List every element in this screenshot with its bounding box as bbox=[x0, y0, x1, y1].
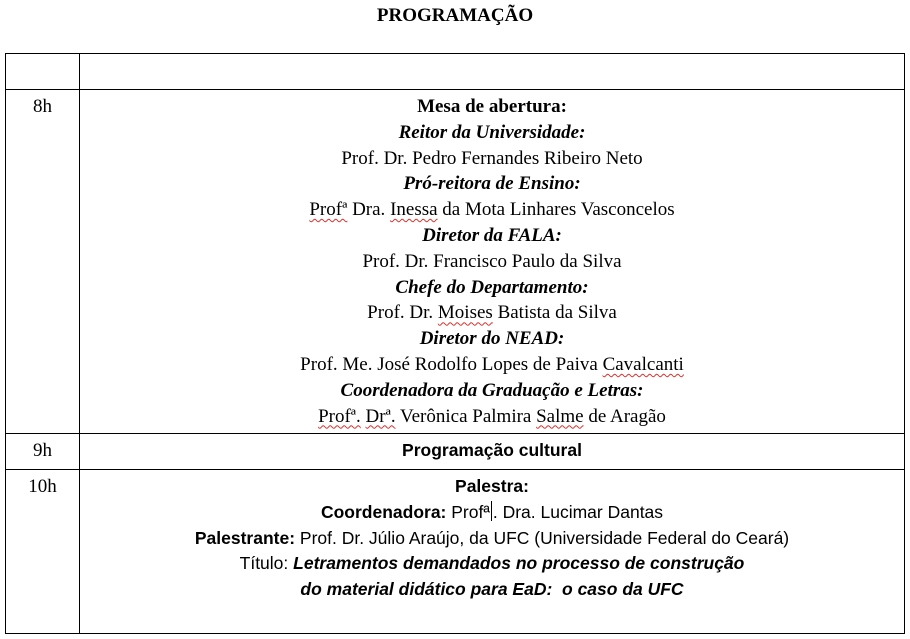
coordenadora-line bbox=[80, 500, 904, 526]
name-part: de Aragão bbox=[583, 405, 666, 427]
name-part: Prof. Me. José Rodolfo Lopes de Paiva bbox=[300, 353, 603, 375]
titulo-continuation: do material didático para EaD: o caso da UFC bbox=[300, 579, 684, 600]
coordenadora-label: Coordenadora: bbox=[320, 501, 447, 522]
coordenadora-name: . Dra. Lucimar Dantas bbox=[492, 501, 664, 522]
role-label: Diretor da FALA: bbox=[422, 224, 562, 246]
time-cell[interactable]: 10h bbox=[6, 470, 80, 634]
spellcheck-flagged-word[interactable]: Profª bbox=[309, 199, 348, 221]
table-row bbox=[6, 434, 905, 470]
person-name bbox=[80, 404, 904, 430]
name-part: Verônica Palmira bbox=[395, 405, 537, 427]
titulo-text: Letramentos demandados no processo de construção bbox=[293, 553, 745, 574]
titulo-line bbox=[80, 551, 904, 577]
name-part: da Mota Linhares Vasconcelos bbox=[437, 199, 675, 221]
table-row bbox=[6, 90, 905, 434]
time-cell[interactable]: 8h bbox=[6, 90, 80, 434]
spellcheck-flagged-word[interactable]: Salme bbox=[536, 405, 584, 427]
person-name bbox=[80, 300, 904, 326]
page-title: PROGRAMAÇÃO bbox=[376, 5, 534, 26]
spellcheck-flagged-word[interactable]: Profª. bbox=[318, 405, 361, 427]
role-label: Pró-reitora de Ensino: bbox=[403, 173, 581, 195]
empty-content-cell[interactable] bbox=[80, 54, 905, 90]
palestrante-value: Prof. Dr. Júlio Araújo, da UFC (Universidade Federal do Ceará) bbox=[295, 527, 790, 548]
role-label: Diretor do NEAD: bbox=[419, 328, 565, 350]
coordenadora-prefix: Prof bbox=[446, 501, 484, 522]
palestrante-label: Palestrante: bbox=[194, 527, 296, 548]
content-cell[interactable] bbox=[80, 434, 905, 470]
schedule-table bbox=[5, 53, 905, 634]
spellcheck-flagged-word[interactable]: Cavalcanti bbox=[602, 353, 684, 375]
session-heading: Mesa de abertura: bbox=[417, 96, 567, 117]
titulo-label: Título: bbox=[239, 553, 294, 574]
superscript-a: ª bbox=[483, 501, 490, 522]
role-label: Coordenadora da Graduação e Letras: bbox=[340, 379, 644, 401]
role-label: Chefe do Departamento: bbox=[395, 276, 589, 298]
name-part: Dra. bbox=[347, 199, 391, 221]
person-name bbox=[80, 197, 904, 223]
time-cell[interactable]: 9h bbox=[6, 434, 80, 470]
table-header-row bbox=[6, 54, 905, 90]
spellcheck-flagged-word[interactable]: Drª. bbox=[365, 405, 396, 427]
spellcheck-flagged-word[interactable]: Inessa bbox=[390, 199, 438, 221]
role-label: Reitor da Universidade: bbox=[398, 121, 586, 143]
content-cell[interactable] bbox=[80, 470, 905, 634]
table-row bbox=[6, 470, 905, 634]
person-name: Prof. Dr. Pedro Fernandes Ribeiro Neto bbox=[341, 147, 643, 169]
name-part: Prof. Dr. bbox=[367, 302, 438, 324]
session-heading: Programação cultural bbox=[402, 440, 582, 460]
spellcheck-flagged-word[interactable]: Moises bbox=[437, 302, 493, 324]
palestrante-line bbox=[80, 526, 904, 552]
session-heading: Palestra: bbox=[455, 476, 529, 496]
name-part: Batista da Silva bbox=[492, 302, 617, 324]
empty-time-cell[interactable] bbox=[6, 54, 80, 90]
person-name: Prof. Dr. Francisco Paulo da Silva bbox=[362, 250, 622, 272]
person-name bbox=[80, 352, 904, 378]
text-cursor bbox=[491, 501, 492, 521]
content-cell[interactable] bbox=[80, 90, 905, 434]
